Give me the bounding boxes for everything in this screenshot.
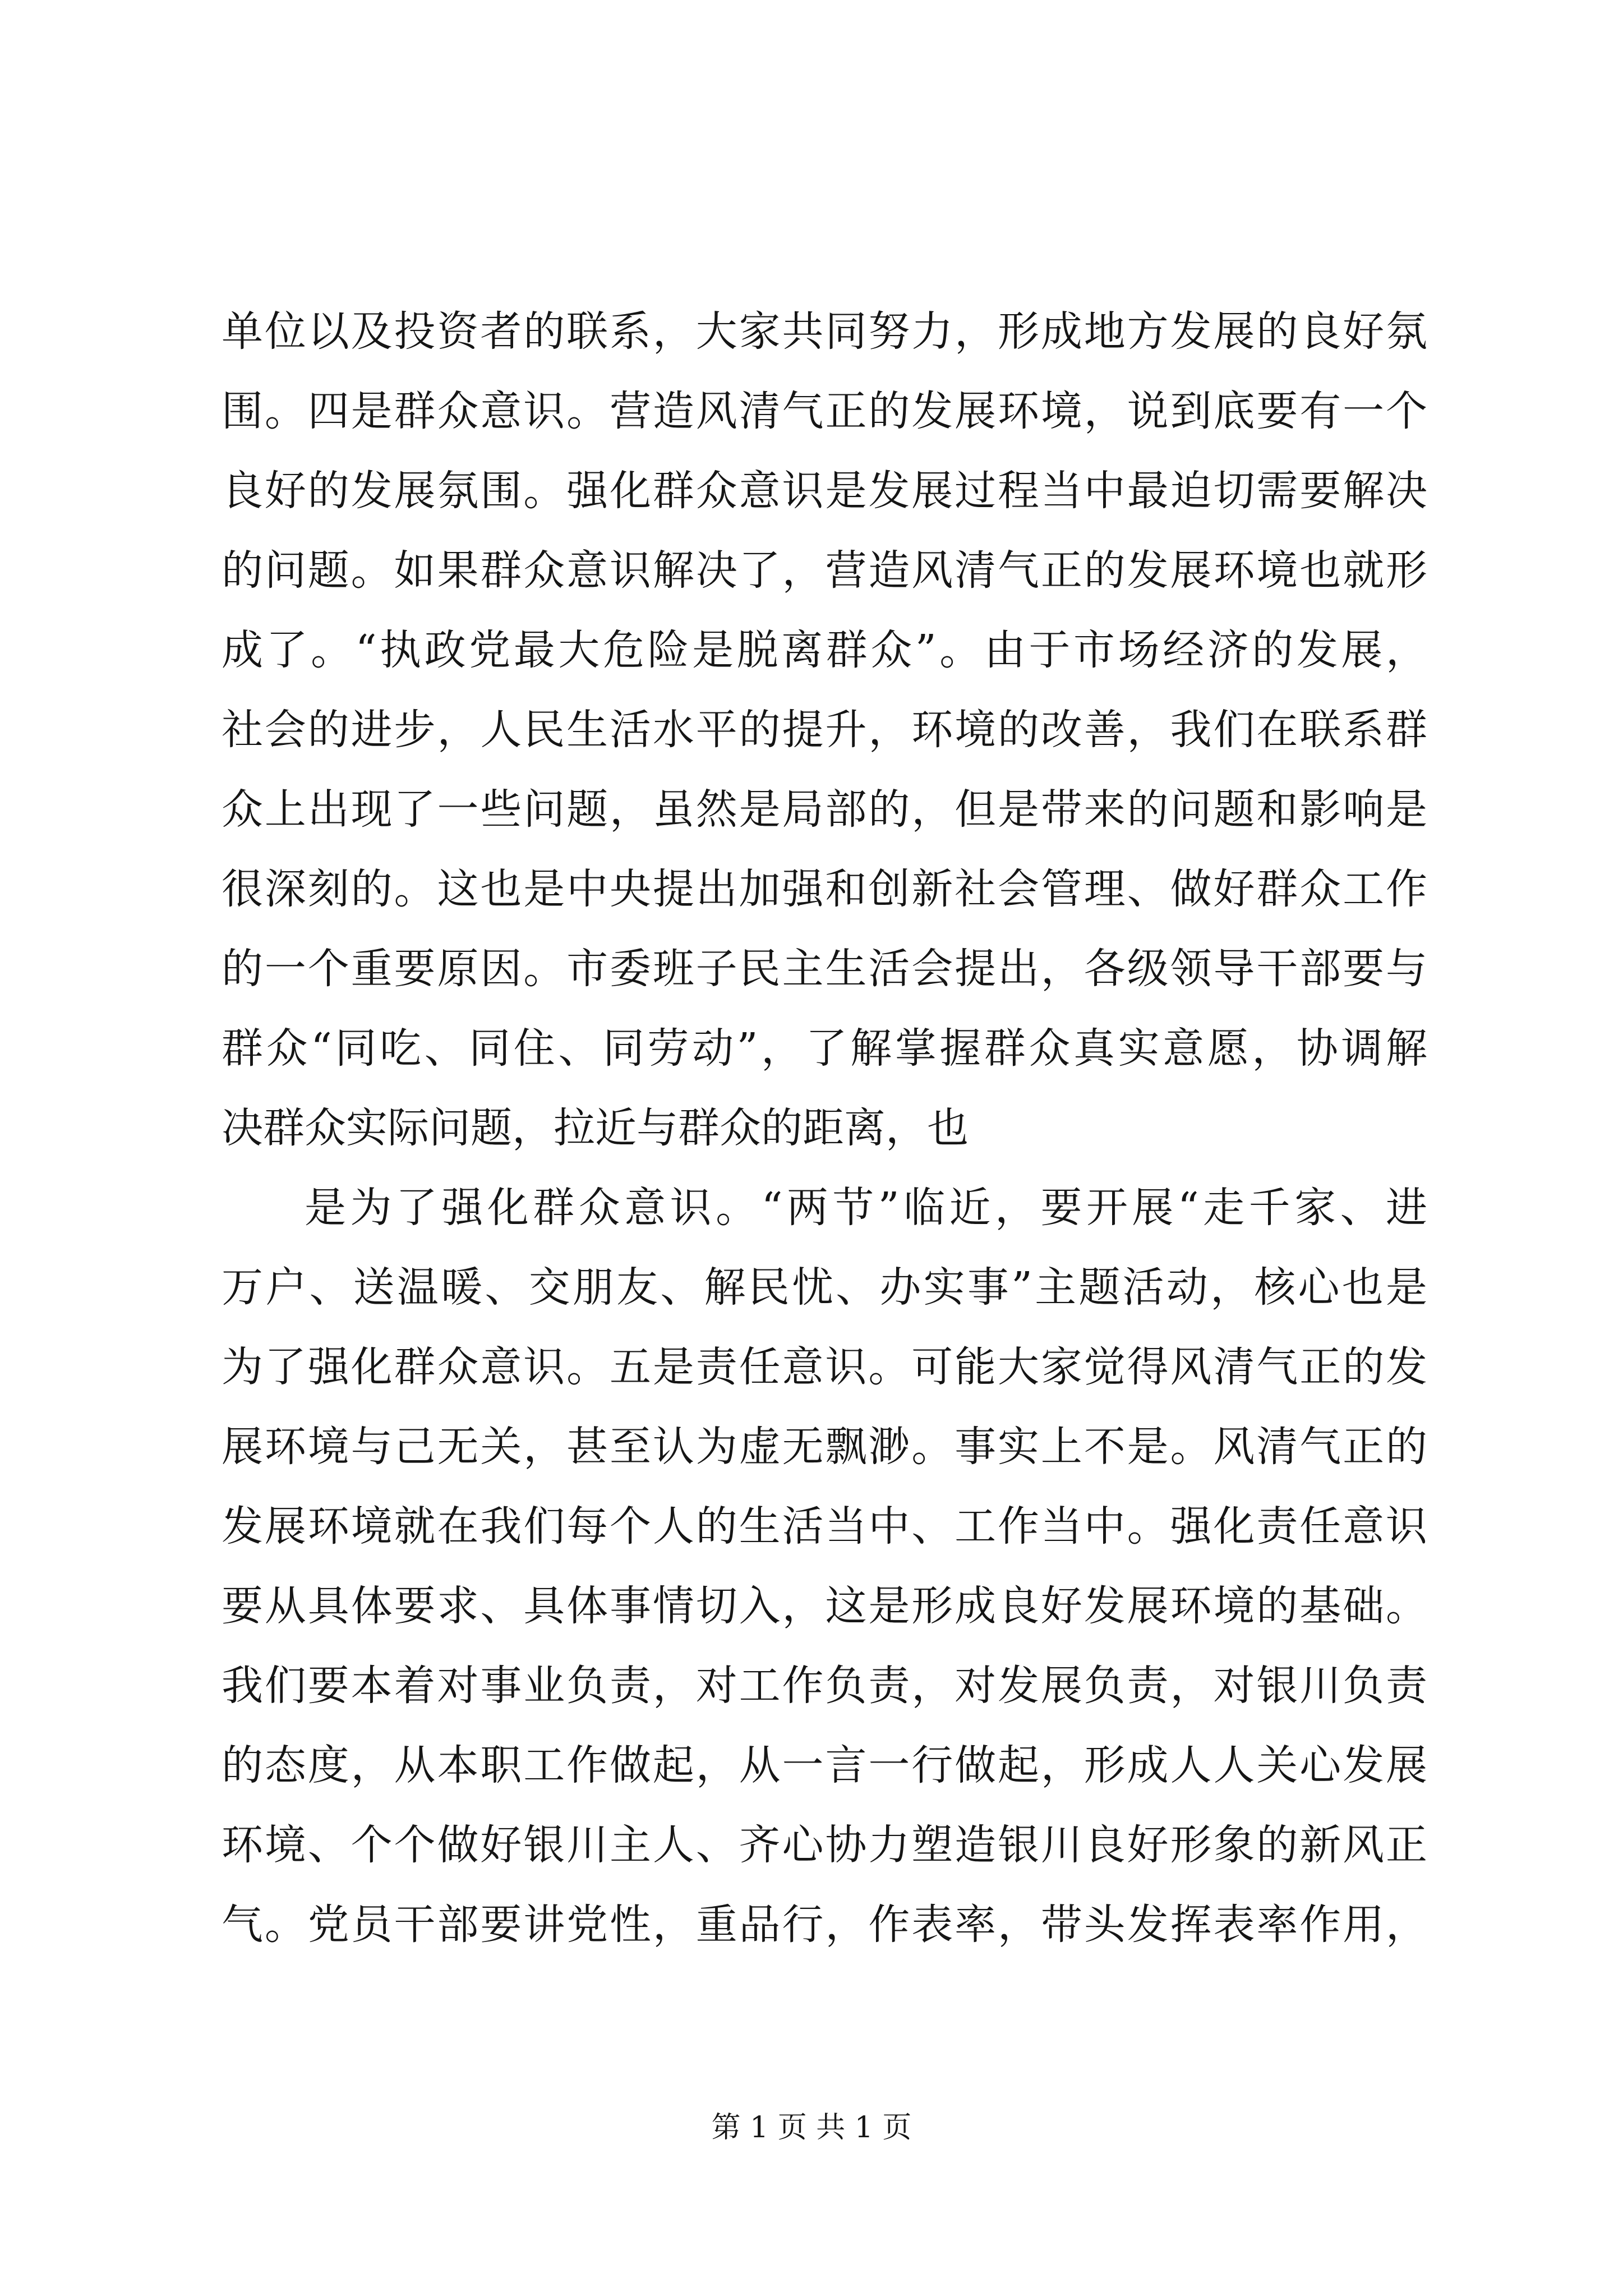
text-line-12: 是为了强化群众意识。“两节”临近，要开展“走千家、进 xyxy=(305,1184,1427,1232)
text-line-18: 我们要本着对事业负责，对工作负责，对发展负责，对银川负责 xyxy=(222,1662,1427,1710)
text-line-16: 发展环境就在我们每个人的生活当中、工作当中。强化责任意识 xyxy=(222,1502,1427,1550)
text-line-1: 单位以及投资者的联系，大家共同努力，形成地方发展的良好氛 xyxy=(222,307,1427,356)
text-line-11: 决群众实际问题，拉近与群众的距离，也 xyxy=(222,1104,969,1152)
text-line-15: 展环境与己无关，甚至认为虚无飘渺。事实上不是。风清气正的 xyxy=(222,1423,1427,1471)
text-line-8: 很深刻的。这也是中央提出加强和创新社会管理、做好群众工作 xyxy=(222,865,1427,913)
text-line-21: 气。党员干部要讲党性，重品行，作表率，带头发挥表率作用， xyxy=(222,1901,1427,1949)
text-line-17: 要从具体要求、具体事情切入，这是形成良好发展环境的基础。 xyxy=(222,1582,1427,1630)
text-line-14: 为了强化群众意识。五是责任意识。可能大家觉得风清气正的发 xyxy=(222,1343,1427,1391)
text-line-5: 成了。“执政党最大危险是脱离群众”。由于市场经济的发展， xyxy=(222,626,1427,674)
text-line-3: 良好的发展氛围。强化群众意识是发展过程当中最迫切需要解决 xyxy=(222,467,1427,515)
text-line-2: 围。四是群众意识。营造风清气正的发展环境，说到底要有一个 xyxy=(222,387,1427,435)
text-line-7: 众上出现了一些问题，虽然是局部的，但是带来的问题和影响是 xyxy=(222,785,1427,834)
text-line-10: 群众“同吃、同住、同劳动”，了解掌握群众真实意愿，协调解 xyxy=(222,1024,1427,1073)
text-line-6: 社会的进步，人民生活水平的提升，环境的改善，我们在联系群 xyxy=(222,706,1427,754)
text-line-9: 的一个重要原因。市委班子民主生活会提出，各级领导干部要与 xyxy=(222,945,1427,993)
text-line-20: 环境、个个做好银川主人、齐心协力塑造银川良好形象的新风正 xyxy=(222,1821,1427,1869)
body-text xyxy=(222,292,1427,1964)
text-line-4: 的问题。如果群众意识解决了，营造风清气正的发展环境也就形 xyxy=(222,546,1427,595)
text-line-13: 万户、送温暖、交朋友、解民忧、办实事”主题活动，核心也是 xyxy=(222,1263,1427,1312)
text-line-19: 的态度，从本职工作做起，从一言一行做起，形成人人关心发展 xyxy=(222,1741,1427,1789)
page-footer: 第 1 页 共 1 页 xyxy=(711,2111,912,2145)
